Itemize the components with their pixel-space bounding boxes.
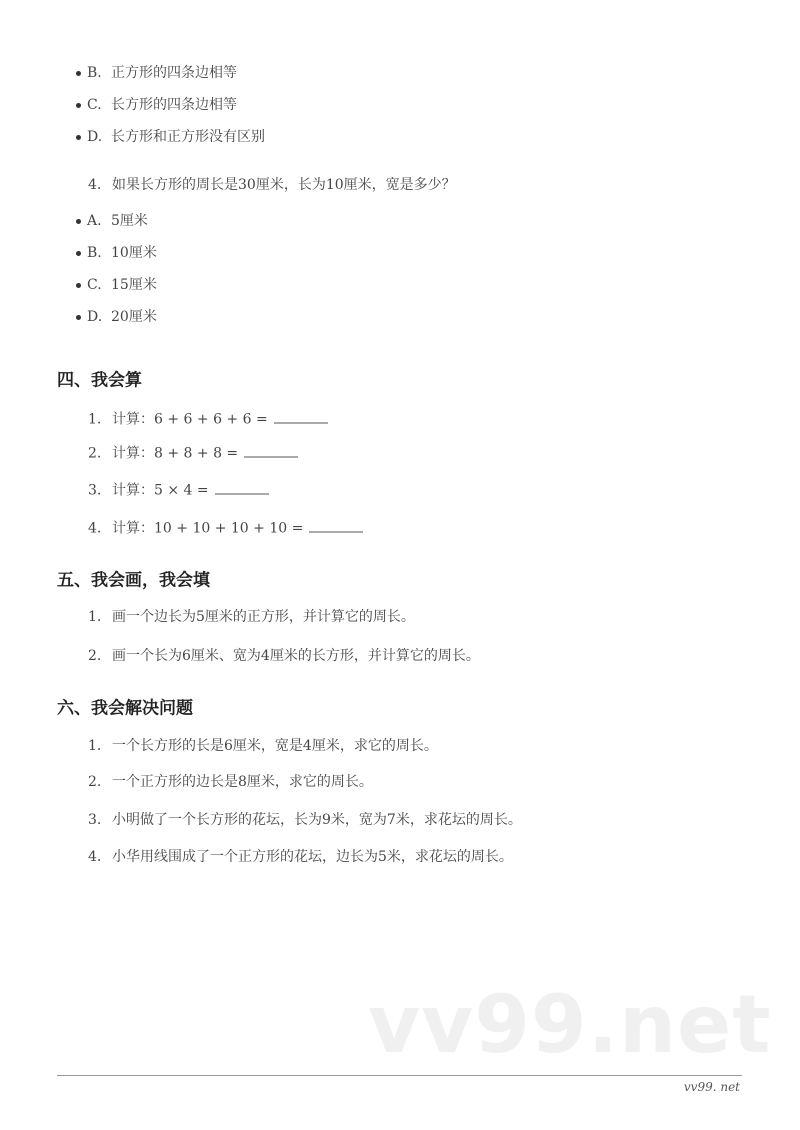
bullet-icon [76, 219, 81, 224]
option-text: 长方形和正方形没有区别 [111, 129, 265, 145]
option-text: 10厘米 [111, 245, 157, 261]
bullet-icon [76, 71, 81, 76]
watermark: vv99.net [368, 978, 772, 1071]
item-text: 计算：8 + 8 + 8 = [112, 445, 239, 462]
option-text: 20厘米 [111, 309, 157, 325]
bullet-icon [76, 103, 81, 108]
option-label: C. [87, 97, 102, 113]
option-label: B. [87, 65, 102, 81]
item-text: 画一个边长为5厘米的正方形，并计算它的周长。 [112, 609, 415, 625]
calc-item [88, 480, 269, 501]
bullet-icon [76, 283, 81, 288]
section-heading: 六、我会解决问题 [57, 698, 193, 719]
section-heading: 五、我会画，我会填 [57, 570, 210, 591]
calc-item [88, 443, 298, 464]
option-item [76, 63, 237, 83]
option-text: 15厘米 [111, 277, 157, 293]
item-number: 2. [88, 445, 102, 462]
option-item [76, 307, 157, 327]
answer-blank[interactable] [215, 480, 269, 495]
option-item [76, 275, 157, 295]
draw-item [88, 607, 415, 627]
answer-blank[interactable] [274, 409, 328, 424]
problem-item [88, 810, 522, 830]
bullet-icon [76, 315, 81, 320]
bullet-icon [76, 135, 81, 140]
option-item [76, 211, 148, 231]
option-label: C. [87, 277, 102, 293]
question-4 [88, 175, 456, 195]
item-text: 一个正方形的边长是8厘米，求它的周长。 [112, 774, 373, 790]
section-heading: 四、我会算 [57, 370, 142, 391]
item-number: 1. [88, 738, 102, 754]
option-item [76, 95, 237, 115]
item-number: 1. [88, 609, 102, 625]
option-label: D. [87, 129, 103, 145]
item-text: 一个长方形的长是6厘米，宽是4厘米，求它的周长。 [112, 738, 438, 754]
item-number: 3. [88, 812, 102, 828]
item-number: 2. [88, 648, 102, 664]
item-number: 4. [88, 849, 102, 865]
problem-item [88, 847, 513, 867]
footer-site: vv99. net [683, 1080, 740, 1094]
answer-blank[interactable] [309, 518, 363, 533]
item-text: 计算：5 × 4 = [112, 482, 209, 499]
draw-item [88, 646, 480, 666]
item-text: 计算：10 + 10 + 10 + 10 = [112, 520, 304, 537]
option-text: 5厘米 [111, 213, 148, 229]
problem-item [88, 736, 438, 756]
problem-item [88, 772, 373, 792]
calc-item [88, 409, 328, 430]
item-number: 1. [88, 411, 102, 428]
option-text: 长方形的四条边相等 [111, 97, 237, 113]
item-text: 画一个长为6厘米、宽为4厘米的长方形，并计算它的周长。 [112, 648, 480, 664]
option-label: B. [87, 245, 102, 261]
option-label: A. [87, 213, 102, 229]
item-number: 3. [88, 482, 102, 499]
bullet-icon [76, 251, 81, 256]
item-number: 4. [88, 520, 102, 537]
item-text: 计算：6 + 6 + 6 + 6 = [112, 411, 268, 428]
item-text: 小明做了一个长方形的花坛，长为9米，宽为7米，求花坛的周长。 [112, 812, 522, 828]
item-number: 2. [88, 774, 102, 790]
item-text: 小华用线围成了一个正方形的花坛，边长为5米，求花坛的周长。 [112, 849, 513, 865]
footer-divider [57, 1075, 742, 1076]
option-item [76, 243, 157, 263]
answer-blank[interactable] [244, 443, 298, 458]
option-label: D. [87, 309, 103, 325]
option-text: 正方形的四条边相等 [111, 65, 237, 81]
question-text: 如果长方形的周长是30厘米，长为10厘米，宽是多少？ [112, 177, 456, 193]
calc-item [88, 518, 363, 539]
question-number: 4. [88, 177, 102, 193]
option-item [76, 127, 265, 147]
